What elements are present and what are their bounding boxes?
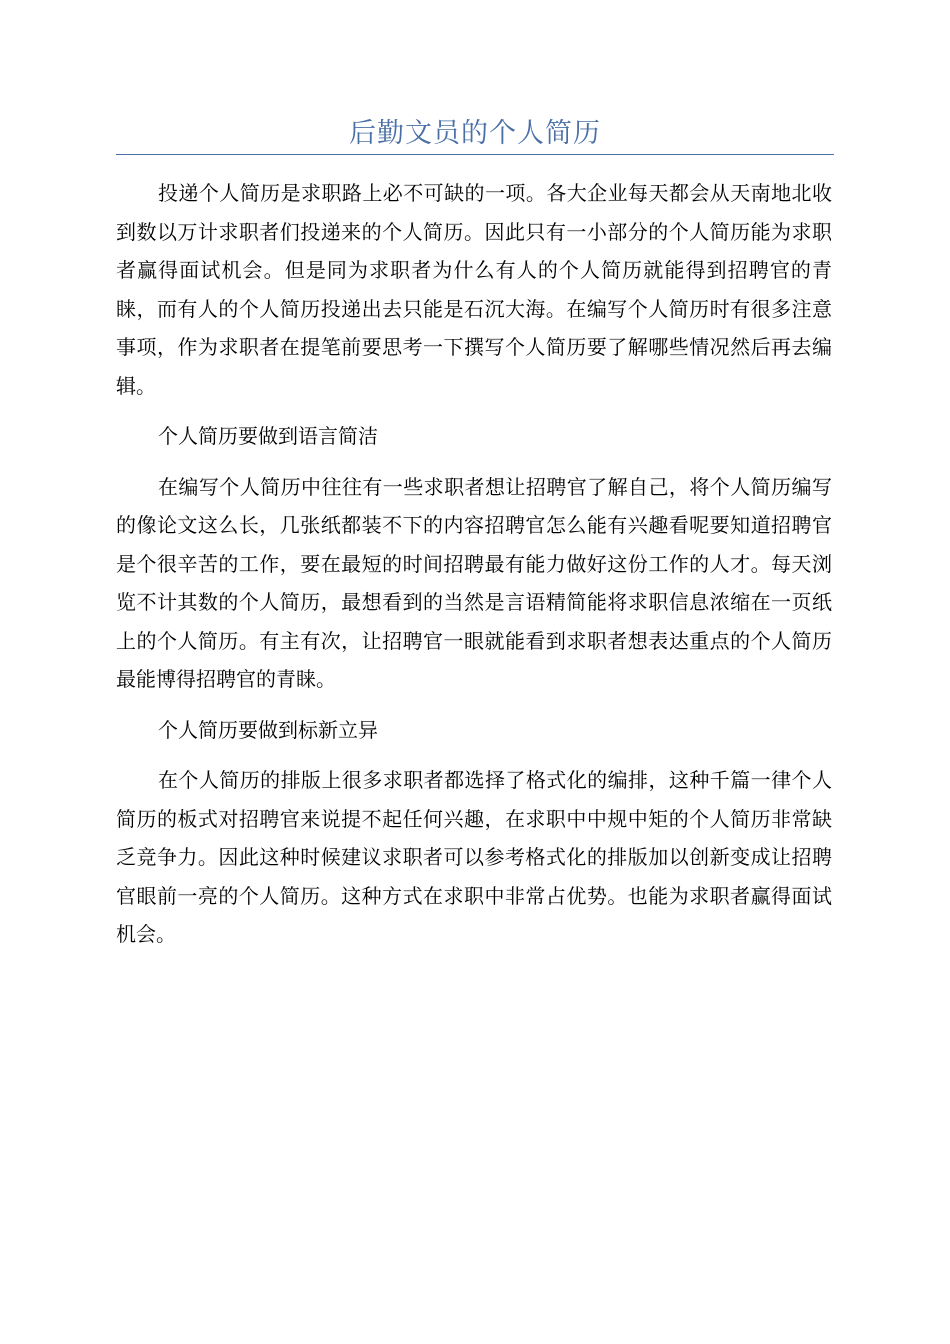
concise-paragraph: 在编写个人简历中往往有一些求职者想让招聘官了解自己，将个人简历编写的像论文这么长，几张纸都装不下的内容招聘官怎么能有兴趣看呢要知道招聘官是个很辛苦的工作，要在最短的时间招聘最有能力做好这份工作的人才。每天浏览不计其数的个人简历，最想看到的当然是言语精简能将求职信息浓缩在一页纸上的个人简历。有主有次，让招聘官一眼就能看到求职者想表达重点的个人简历最能博得招聘官的青睐。 [116,474,832,691]
document-body [116,174,832,954]
title-underline [116,154,834,155]
intro-paragraph: 投递个人简历是求职路上必不可缺的一项。各大企业每天都会从天南地北收到数以万计求职者们投递来的个人简历。因此只有一小部分的个人简历能为求职者赢得面试机会。但是同为求职者为什么有人的个人简历就能得到招聘官的青睐，而有人的个人简历投递出去只能是石沉大海。在编写个人简历时有很多注意事项，作为求职者在提笔前要思考一下撰写个人简历要了解哪些情况然后再去编辑。 [116,181,832,398]
section-heading-innovative: 个人简历要做到标新立异 [158,717,378,742]
document-title: 后勤文员的个人简历 [349,118,601,149]
section-heading-concise: 个人简历要做到语言简洁 [158,424,378,448]
innovative-paragraph: 在个人简历的排版上很多求职者都选择了格式化的编排，这种千篇一律个人简历的板式对招聘官来说提不起任何兴趣，在求职中中规中矩的个人简历非常缺乏竞争力。因此这种时候建议求职者可以参考格式化的排版加以创新变成让招聘官眼前一亮的个人简历。这种方式在求职中非常占优势。也能为求职者赢得面试机会。 [116,768,832,946]
